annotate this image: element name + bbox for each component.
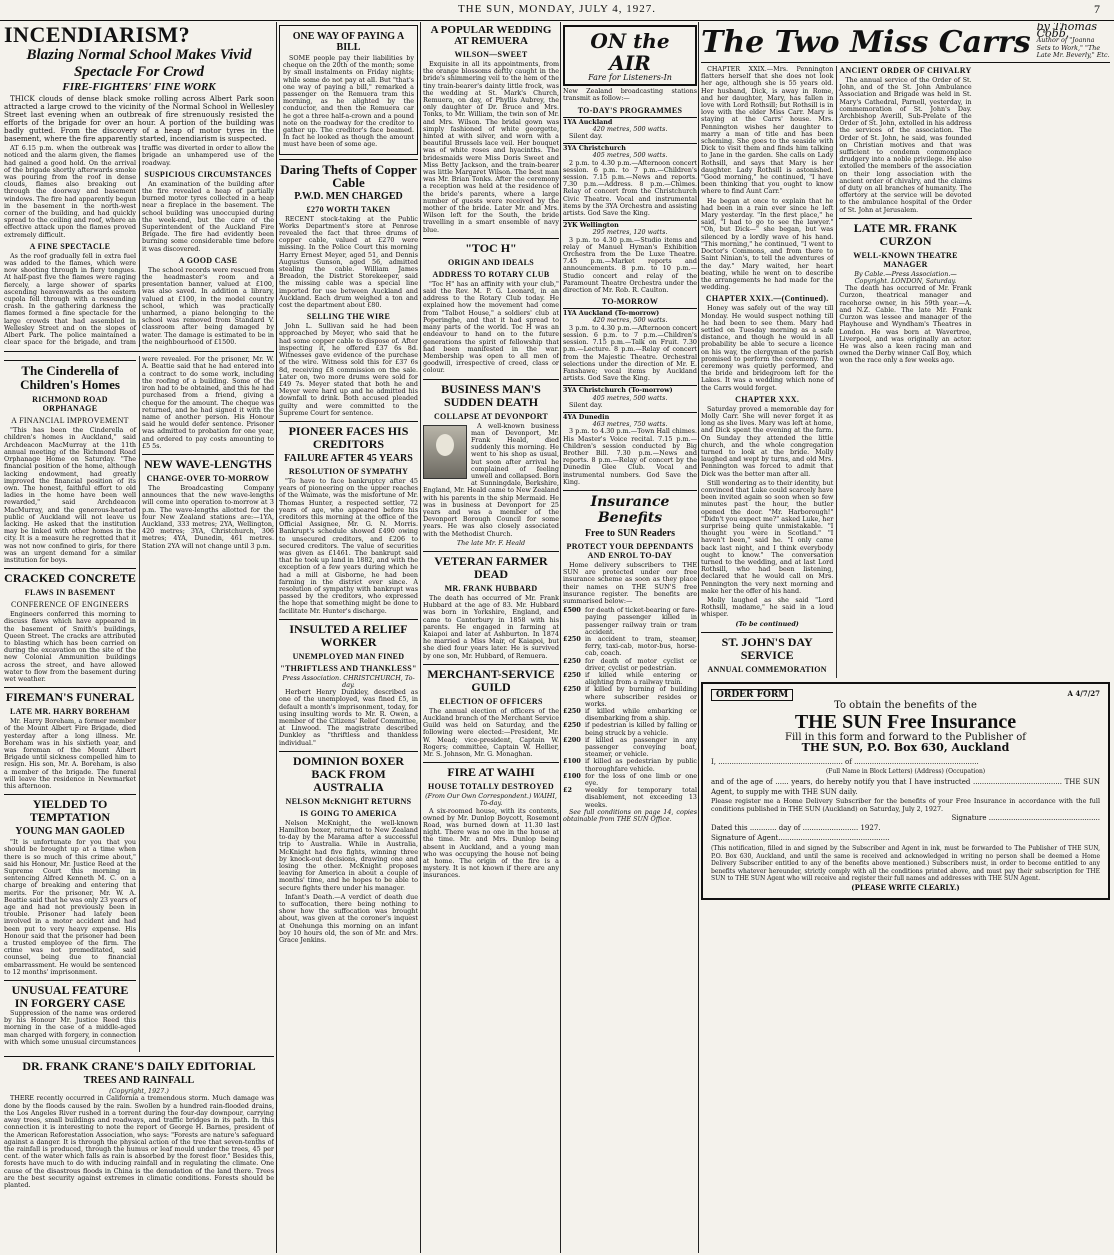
boxer-sub: NELSON McKNIGHT RETURNS (285, 796, 412, 806)
benefit-text: if killed as passenger in any passenger conveying boat, steamer, or vehicle. (585, 735, 697, 759)
benefit-text: in accident to tram, steamer, ferry, taxi-cab, motor-bus, horse-cab, coach. (585, 634, 697, 658)
paragraph: As the roof gradually fell in extra fuel was added to the flames, which were now shooting through in fiery tongues. At half-past five the flames were raging fiercely, a large shower of sparks ascending heavenwards as the eastern cupola fell through with a resounding crash. In the gathering darkness the flames formed a fine spectacle for the large crowds that had assembled in Wellesley Street and on the slopes of Albert Park. The police maintained a clear space for the brigade, and tram traffic was diverted in order to allow the brigade an unhampered use of the roadway. (4, 144, 274, 347)
subhead: A GOOD CASE (178, 255, 238, 265)
masthead-title: THE SUN, MONDAY, JULY 4, 1927. (457, 3, 657, 15)
copper-article (279, 159, 418, 417)
chapter-heading: CHAPTER XXIX.—(Continued). (705, 294, 829, 304)
yielded-headline: YIELDED TO TEMPTATION (4, 794, 136, 824)
order-form-label: ORDER FORM (711, 689, 793, 701)
column-rule (698, 22, 699, 1253)
insurance-intro: Home delivery subscribers to THE SUN are protected under our free insurance scheme as soon as they place their names on THE SUN'S free insurance register. The benefits are summarised below:— (563, 560, 697, 605)
crane-copyright: (Copyright, 1927.) (109, 1087, 169, 1096)
benefit-amount: £250 (563, 656, 581, 665)
one-way-headline: ONE WAY OF PAYING A BILL (292, 31, 405, 53)
station-spec: 420 metres, 500 watts. (592, 124, 668, 133)
wavelengths-body: The Broadcasting Company announces that the new wave-lengths will come into operation to-morrow at 3 p.m. The wave-lengths allotted for the four New Zealand stations are:—1YA, Auckland, 333 metres; 2YA, Wellington, 420 metres; 3YA, Christchurch, 306 metres; 4YA, Dunedin, 461 metres. Station 2YA will not change until 3 p.m. (142, 483, 274, 550)
column-rule (420, 22, 421, 1253)
novel-paragraph: Honey was safely out of the way till Monday. He would suspect nothing till he had been to see them. Mary had settled on Tuesday morning as a safe distance, and though he would in all probability be able to secure a licence on his way, the clergyman of the parish promised to perform the ceremony. The ceremony was quietly performed, and the bride and bridegroom left for the Lakes. It was a wedding which none of the Carrs would forget. (701, 304, 834, 392)
name-address-field[interactable]: I, ........................................................ of ........................................................ (711, 758, 979, 767)
incendiarism-body (4, 145, 274, 347)
curzon-dateline: By Cable.—Press Association.—Copyright. LONDON, Saturday. (854, 269, 957, 286)
farmer-body: The death has occurred of Mr. Frank Hubbard at the age of 83. Mr. Hubbard was born in Yorkshire, England, and came to Canterbury in 1858 with his parents. He engaged in farming at Kaiapoi and later at Ashburton. In 1874 he married a Miss Mair, of Kaiapoi, but she died four years later. He is survived by one son, Mr. Hubbard, of Remuera. (423, 593, 559, 660)
concrete-body: Engineers conferred this morning to discuss flaws which have appeared in the basement of Smith's buildings, Queen Street. The cracks are attributed to blasting which has been carried on during the excavation on the site of the new Colonial Ammunition buildings across the street, and have allowed water to flow from the basement during wet weather. (4, 610, 136, 683)
yielded-body: "It is unfortunate for you that you should be brought up at a time when there is so much of this crime about," said his Honour, Mr. Justice Reed at the Supreme Court this morning in sentencing Alfred Kenneth M. C. on a charge of breaking and entering that merits. For the prisoner, Mr. W. A. Beattie said that he was only 23 years of age and had not previously been in trouble. Prisoner had lately been involved in a motor accident and had been put to very heavy expense. His Honour said that the prisoner had been a trusted employee of the firm. The crime was not premeditated, said counsel, being due to financial embarrassment. He would be sentenced to 12 months' imprisonment. (4, 838, 136, 976)
column-3 (423, 23, 559, 1251)
on-the-air-box (563, 25, 697, 86)
subhead: A FINE SPECTACLE (29, 241, 111, 251)
order-form-footer: (This notification, filled in and signed by the Subscriber and Agent in ink, must be forwarded to The Publisher of THE SUN, P.O. Box 630, Auckland, and until the same is received and acknowledged in writing no person shall be deemed a Home Delivery Subscriber entitled to any of the benefits above mentioned.) Subscribers must, in order to become entitled to any benefits whatever hereunder, strictly comply with all the conditions printed above, and must pay their subscription for THE SUN to THE SUN Agent who will receive and register their full names and addresses with THE SUN Agent. (711, 845, 1100, 883)
column-1 (4, 23, 274, 1251)
station-entry (563, 117, 697, 141)
station-name: 1YA Auckland (To-morrow) (563, 308, 697, 317)
waihi-body: A six-roomed house, with its contents, owned by Mr. Dunlop Boycott, Rosemont Road, was burned down at 11.30 last night. There was no one in the house at the time. Mr. and Mrs. Dunlop being absent in Auckland, and a young man who was occupying the house not being at home. The origin of the fire is a mystery. It is not known if there are any insurances. (423, 806, 559, 880)
wedding-article (423, 25, 559, 234)
station-name: 4YA Dunedin (563, 412, 697, 421)
column-4 (563, 23, 697, 1251)
on-air-today: TO-DAY'S PROGRAMMES (577, 105, 683, 115)
novel-text (701, 66, 1110, 678)
photo-caption: The late Mr. F. Heald (456, 538, 526, 547)
pioneer-sub2: RESOLUTION OF SYMPATHY (288, 466, 409, 476)
waihi-article (423, 762, 559, 879)
incendiarism-kicker: FIRE-FIGHTERS' FINE WORK (62, 81, 216, 93)
incendiarism-article (4, 23, 274, 347)
insurance-article (563, 490, 697, 823)
funeral-article (4, 687, 136, 790)
benefit-amount: £2 (563, 786, 572, 795)
toc-h-headline: "TOC H" (423, 238, 559, 255)
merchant-article (423, 664, 559, 758)
station-entry (563, 412, 697, 486)
insurance-benefit (563, 686, 697, 708)
novel-banner (701, 23, 1110, 63)
business-man-article (423, 379, 559, 547)
insurance-sub: Free to SUN Readers (584, 527, 676, 539)
benefit-amount: £100 (563, 771, 581, 780)
one-way-article (279, 25, 418, 155)
station-entry (563, 220, 697, 294)
benefit-amount: £250 (563, 721, 581, 730)
toc-h-body: "Toc H" has an affinity with your club," said the Rev. M. P. G. Leonard, in an address to the Rotary Club today. He explained how the movement had come from "Talbot House," a soldiers' club at Poperinghe, and that it had spread to many parts of the world. Toc H was an endeavour to hand on to the future generations the spirit of fellowship that had been manifested in the war. Membership was open to all men of goodwill, irrespective of creed, class or colour. (423, 279, 559, 375)
cinderella-article (4, 360, 136, 564)
funeral-sub: LATE MR. HARRY BOREHAM (9, 707, 131, 717)
column-5 (701, 23, 1110, 1251)
wavelengths-headline: NEW WAVE-LENGTHS (142, 454, 274, 471)
insurance-benefit (563, 722, 697, 736)
merchant-body: The annual election of officers of the Auckland branch of the Merchant Service Guild was held on Saturday, and the following were elected:—President, Mr. W. Mead; vice-president, Captain W. Rogers; committee, Captain W. Hellier, Mr. S. Johnson, Mr. G. Monaghan. (423, 706, 559, 759)
crane-headline: DR. FRANK CRANE'S DAILY EDITORIAL (4, 1056, 274, 1073)
benefit-amount: £250 (563, 685, 581, 694)
st-john-sub2: ANCIENT ORDER OF CHIVALRY (839, 66, 972, 76)
merchant-sub: ELECTION OF OFFICERS (439, 696, 543, 706)
copper-sub: P.W.D. MEN CHARGED (294, 190, 403, 202)
business-man-headline: BUSINESS MAN'S SUDDEN DEATH (423, 379, 559, 409)
forgery-headline: UNUSUAL FEATURE IN FORGERY CASE (4, 980, 136, 1010)
benefit-text: if killed while entering or alighting from a railway train. (585, 671, 697, 687)
benefit-amount: £250 (563, 707, 581, 716)
insurance-benefit (563, 787, 697, 809)
insurance-benefit (563, 708, 697, 722)
incendiarism-lead: THICK clouds of dense black smoke rolling across Albert Park soon attracted a large crowd to the vicinity of the Normal School in Wellesley Street last evening when an outbreak of fire strenuously resisted the efforts of the brigade for over an hour. A portion of the building was badly gutted. From the discovery of a heap of motor tyres in the basement, where the fire apparently started, incendiarism is suspected. (4, 94, 274, 144)
novel-paragraph: Molly laughed as she said "Lord Rothsill, madame," he said in a loud whisper. (701, 596, 834, 619)
farmer-sub: MR. FRANK HUBBARD (444, 583, 538, 593)
st-john-headline: ST. JOHN'S DAY SERVICE (701, 632, 833, 662)
cinderella-sub: RICHMOND ROAD ORPHANAGE (32, 395, 108, 414)
benefit-amount: £250 (563, 634, 581, 643)
station-programme: Silent day. (569, 400, 603, 409)
insulted-sub: UNEMPLOYED MAN FINED (292, 651, 405, 661)
yielded-sub: YOUNG MAN GAOLED (15, 826, 125, 838)
crane-body: THERE recently occurred in California a tremendous storm. Much damage was done by the floods caused by the rain. Swollen by a hundred rain-flooded drains, the Los Angeles River rushed in a torrent during the four-day downpour, carrying away trees, small buildings and roadways, and traffic bridges in its path. In this connection it is interesting to note the report of George H. Barnes, president of the American Reforestation Association, who says: "Forests are nature's safeguard against a danger. It is through the physical action of the tree that seven-tenths of the rainfall is produced, through the humus or leaf mould under the trees, 45 per cent. of the water which falls as rain is absorbed by the forest floor." Besides this, forests have much to do with inducing rainfall and in regulating the climate. One cause of the disastrous floods in China is the denudation of the land there. Trees are the best security against extremes in climatic conditions. Forests should be planted. (4, 1094, 274, 1189)
copper-body-2: John L. Sullivan said he had been approached by Meyer, who said that he had some copper cable to dispose of. After inspecting it, he offered £37 6s 8d. Witnesses gave evidence of the purchase of the wire. Witness sold this for £37 6s 8d, receiving £8 commission on the sale. Later on, two more drums were sold for £49 7s. Meyer stated that both he and Meyer were hard up and he admitted his downfall to drink. Both accused pleaded guilty and were committed to the Supreme Court for sentence. (279, 322, 418, 417)
insurance-benefit (563, 658, 697, 672)
infant-death: Infant's Death.—A verdict of death due to suffocation, there being nothing to show how the suffocation was brought about, was given at the coroner's inquest at Onehunga this morning on an infant boy 10 hours old, the son of Mr. and Mrs. Grace Jenkins. (279, 892, 418, 945)
station-programme: 3 p.m. to 4.30 p.m.—Studio items and relay of Manuel Hyman's Exhibition Orchestra from the De Luxe Theatre. 7.45 p.m.—Market reports and announcements. 8 p.m. to 10 p.m.—Studio concert and relay of the Paramount Theatre Orchestra under the direction of Mr. Rob. R. Caulton. (563, 235, 697, 295)
farmer-article (423, 551, 559, 660)
st-john-sub: ANNUAL COMMEMORATION (707, 664, 827, 674)
benefit-text: if killed while embarking or disembarking from a ship. (585, 707, 697, 723)
agent-field[interactable]: and of the age of ...... years, do hereby notify you that I have instructed ........................................ THE SUN Agent, to supply me with THE SUN daily. (711, 778, 1100, 797)
on-air-intro: New Zealand broadcasting stations transmit as follow:— (563, 87, 697, 103)
benefit-text: if killed as pedestrian by public thoroughfare vehicle. (585, 757, 697, 773)
pioneer-sub: FAILURE AFTER 45 YEARS (284, 452, 413, 464)
novel-author: by Thomas Cobb. (1036, 23, 1098, 41)
benefit-amount: £200 (563, 735, 581, 744)
copper-sub2: £270 WORTH TAKEN (306, 204, 391, 214)
wavelengths-article (142, 454, 274, 550)
insurance-sub2: PROTECT YOUR DEPENDANTS AND ENROL TO-DAY (566, 541, 694, 560)
copper-headline: Daring Thefts of Copper Cable (279, 159, 418, 189)
benefit-text: for the loss of one limb or one eye. (585, 771, 697, 788)
boxer-headline: DOMINION BOXER BACK FROM AUSTRALIA (279, 751, 418, 794)
concrete-sub2: CONFERENCE OF ENGINEERS (10, 600, 130, 610)
column-1-lower (4, 356, 274, 1052)
dated-field[interactable]: Dated this ............ day of ......................... 1927. (711, 824, 881, 833)
insulted-dateline: Press Association. CHRISTCHURCH, To-day. (282, 673, 415, 689)
on-air-subtitle: Fare for Listeners-In (588, 73, 672, 82)
st-john-body: The annual service of the Order of St. John, and of the St. John Ambulance Association and Brigade was held in St. Mary's Cathedral, Parnell, yesterday, in commemoration of St. John's Day. Archbishop Averill, Sub-Prelate of the Order of St. John, extolled in his address the services of the association. The Order of St. John, he said, was founded on Christian motives and that was sufficient to condemn commonplace drudgery into a noble privilege. He also extolled the members of the association on their long association with the ancient order of chivalry, and the claims of duty on all branches of humanity. The offertory at the service will be devoted to the ambulance hospital of the Order of St. John at Jerusalem. (839, 76, 972, 214)
waihi-headline: FIRE AT WAIHI (423, 762, 559, 779)
wedding-headline: A POPULAR WEDDING AT REMUERA (430, 24, 552, 47)
order-form-address: THE SUN, P.O. Box 630, Auckland (801, 741, 1010, 755)
waihi-sub: HOUSE TOTALLY DESTROYED (428, 782, 554, 792)
curzon-headline: LATE MR. FRANK CURZON (839, 218, 971, 248)
cinderella-sub2: A FINANCIAL IMPROVEMENT (11, 416, 129, 426)
funeral-body: Mr. Harry Boreham, a former member of the Mount Albert Fire Brigade, died yesterday after a long illness. Mr. Boreham was in his sixtieth year, and was foreman of the Mount Albert Brigade until sickness compelled him to resign. His son, Mr. A. Boreham, is also a member of the brigade. The funeral will leave the residence in Newmarket this afternoon. (4, 717, 136, 790)
novel-author-note: Author of "Joanna Sets to Work," "The Late Mr. Beverly," Etc. (1036, 36, 1110, 59)
wedding-body: Exquisite in all its appointments, from the orange blossoms deftly caught in the bride's shimmering veil to the hem of the tiny train-bearer's dainty little frock, was the wedding at St. Mark's Church, Remuera, on day, of Phyllis Aubrey, the only daughter of Dr. Bruce and Mrs. Tonks, to Mr. William, the twin son of Mr. and Mrs. Wilson. The bridal gown was simply fashioned of white georgette, hinted at with silver, and worn with a beautiful Brussels lace veil. Her bouquet was of white roses and hyacinths. The bridesmaids were Miss Doris Sweet and Miss Betty Jackson, and the train-bearer was little Margaret Wilson. The best man was Mr. Brian Tonks. After the ceremony a reception was held at the residence of the bride's parents, where a large number of guests were received by the mother of the bride. Later Mr. and Mrs. Wilson left for the South, the bride travelling in a smart ensemble of navy blue. (423, 60, 559, 234)
paragraph: An examination of the building after the fire revealed a heap of partially burned motor tyres collected in a heap near a fireplace in the basement. The school building was unoccupied during the week-end, but the care of the Superintendent of the Auckland Fire Brigade. The fire had evidently been burning some considerable time before it was discovered. (142, 179, 274, 253)
insurance-benefit (563, 607, 697, 636)
station-spec: 420 metres, 500 watts. (592, 316, 668, 325)
column-rule (276, 22, 277, 1253)
station-entry (563, 308, 697, 382)
benefit-text: weekly for temporary total disablement, not exceeding 13 weeks. (585, 786, 697, 809)
insurance-benefit (563, 672, 697, 686)
toc-h-sub: ORIGIN AND IDEALS (447, 257, 534, 267)
benefit-text: for death of motor cyclist or driver, cyclist or pedestrian. (585, 656, 697, 672)
cinderella-body: "This has been the Cinderella of children's homes in Auckland," said Archdeacon MacMurray at the 11th annual meeting of the Richmond Road Orphanage Home on Saturday. "The financial position of the home, although lacking endowment, had greatly improved the financial position of its own. The honest, faithful effort to old ladies in the home have been well rewarded," said Archdeacon MacMurray, and the generous-hearted public of Auckland will not leave us lacking. He asked that the institution may be linked with other homes in the city. It is a measure he regretted that it was not now confined to girls, for there was an urgent demand for a similar institution for boys. (4, 426, 136, 564)
wedding-sub: WILSON—SWEET (454, 50, 528, 59)
pioneer-headline: PIONEER FACES HIS CREDITORS (279, 421, 418, 451)
divider (4, 351, 274, 352)
toc-h-sub2: ADDRESS TO ROTARY CLUB (432, 269, 550, 279)
boxer-article (279, 751, 418, 944)
novel-paragraph: CHAPTER XXIX.—Mrs. Pennington flatters herself that she does not look her age, although she is 55 years old. Her husband, Dick, is away in Rome, and her daughter, Mary, has fallen in love with Lord Rothsill; but Rothsill is in love with the elder Miss Carr. Mary is staying at the Carrs' house. Mrs. Pennington wishes her daughter to marry a man of title and has been scheming. She goes to the seaside with Dick to visit them and finds him talking to Jane in the garden. She calls on Lady Rothsill, and says that Mary is her daughter. Lady Rothsill is astonished. "Good morning," he continued, "I have been thinking that you ought to know where to find Aunt Carr." (701, 65, 834, 196)
paragraph: The school records were rescued from the headmaster's room and a presentation banner, valued at £100, was also saved. In addition a library, valued at £100, in the model country school, which was practically unharmed, a piano belonging to the school was removed from Standard V. classroom after being damaged by water. The damage is estimated to be in the neighbourhood of £1500. (142, 265, 274, 346)
forgery-body: Suppression of the name was ordered by his Honour Mr. Justice Reed this morning in the case of a middle-aged man charged with forgery, in connection with which some unusual circumstances were revealed. For the prisoner, Mr. W. A. Beattie said that he had entered into a contract to do some work, including the roofing of a building. Some of the iron had to be obtained, and this he had purchased from a friend, giving a cheque for the amount. The cheque was returned, and he had signed it with the name of another person. His Honour said he would defer sentence. Prisoner was admitted to probation for one year, and ordered to pay costs amounting to £5 5s. (4, 355, 274, 1046)
curzon-sub: WELL-KNOWN THEATRE MANAGER (853, 250, 958, 269)
station-programme: Silent day. (569, 132, 603, 141)
register-text: Please register me a Home Delivery Subscriber for the benefits of your Free Insurance in accordance with the full conditions published in THE SUN (Auckland) on Saturday, July 2, 1927. (711, 797, 1100, 814)
concrete-article (4, 568, 136, 683)
insurance-benefit (563, 636, 697, 658)
concrete-sub: FLAWS IN BASEMENT (24, 588, 116, 598)
station-spec: 463 metres, 750 watts. (592, 420, 668, 429)
benefit-text: for death of ticket-bearing or fare-paying passenger killed in passenger railway train or tram accident. (585, 606, 697, 636)
wavelengths-sub: CHANGE-OVER TO-MORROW (146, 473, 270, 483)
novel-title: The Two Miss Carrs (701, 25, 1031, 61)
order-form-lead: To obtain the benefits of the (834, 700, 977, 712)
business-man-sub: COLLAPSE AT DEVONPORT (433, 411, 549, 421)
waihi-dateline: (From Our Own Correspondent.) WAIHI, To-day. (425, 792, 557, 808)
portrait-photo (423, 425, 467, 479)
curzon-article (839, 218, 971, 365)
on-air-title: ON the AIR (590, 29, 670, 75)
crane-editorial (4, 1056, 274, 1189)
signature-field[interactable]: Signature .................................................. (951, 814, 1100, 823)
station-spec: 295 metres, 120 watts. (592, 228, 668, 237)
farmer-headline: VETERAN FARMER DEAD (423, 551, 559, 581)
insurance-benefit (563, 737, 697, 759)
insurance-benefit-list (563, 607, 697, 809)
benefit-amount: £500 (563, 606, 581, 615)
page-number: 7 (1094, 2, 1100, 16)
novel-paragraph: He began at once to explain that he had been in a rain ever since he left Mary yesterday. "In the first place," he said, "I had to go to see the lawyer." "Oh, but Dick—" she began, but was silenced by a lordly wave of his hand. "This morning," he continued, "I went to Doctor's Commons, and from there to Saint Ninian's, to tell the adventures of the day." Mary waited, her heart beating, while he went on to describe the arrangements he had made for the wedding. (701, 196, 834, 292)
field-hint: (Full Name in Block Letters) (Address) (Occupation) (825, 768, 986, 776)
concrete-headline: CRACKED CONCRETE (4, 568, 136, 585)
subhead: SUSPICIOUS CIRCUMSTANCES (144, 169, 272, 179)
copper-body: RECENT stock-taking at the Public Works Department's store at Penrose revealed the fact that three drums of copper cable, valued at £270 were missing. In the Police Court this morning Harry Ernest Meyer, aged 51, and Dennis Augustus Gunson, aged 56, admitted stealing the cable. William James Breadon, the District Storekeeper, said the missing cable was a special line imported for use between Auckland and Auckland. Each drum weighed a ton and cost the department about £80. (279, 214, 418, 310)
cinderella-headline: The Cinderella of Children's Homes (4, 360, 136, 392)
benefit-text: if killed by burning of building where subscriber resides or works. (585, 685, 697, 708)
order-form-title: THE SUN Free Insurance (794, 711, 1017, 734)
one-way-body: SOME people pay their liabilities by cheque on the 20th of the month; some by small instalments on Friday nights; while some do not pay at all. But "that's one way of paying a bill," remarked a passenger on the Remuera tram this morning, as he alighted by the conductor, and then the Remuera car he got a three half-a-crown and a pound note on the roadway for the creditor to gather up. The creditor's face beamed. In fact he looked as though the amount must have been of some age. (283, 54, 414, 149)
insurance-benefit (563, 773, 697, 787)
station-programme: 2 p.m. to 4.30 p.m.—Afternoon concert session. 6 p.m. to 7 p.m.—Children's session. 7.15 p.m.—News and reports. 7.30 p.m.—Address. 8 p.m.—Chimes. Relay of concert from the Christchurch Civic Theatre. Vocal and instrumental items by the 3YA Orchestra and assisting artists. God Save the King. (563, 158, 697, 218)
benefit-amount: £250 (563, 671, 581, 679)
novel-paragraph: Still wondering as to their identity, but convinced that Luke could scarcely have been invited again so soon when so few minutes past the hour, the butler opened the door. "Mr. Harborough!" "Didn't you expect me?" asked Luke, her surprise being quite unmistakable. "I thought you were in Scotland." "I haven't been," said he. "I only came back last night, and I think everybody ought to know." The conversation turned to the wedding, and at last Lord Rothsill, who had been listening, declared that he would call on Mrs. Pennington the very next morning and make her the offer of his hand. (701, 478, 834, 595)
chapter-heading: CHAPTER XXX. (735, 394, 800, 404)
incendiarism-headline: INCENDIARISM? (4, 23, 191, 47)
station-listings (563, 117, 697, 486)
station-entry (563, 385, 697, 409)
subhead: SELLING THE WIRE (306, 312, 391, 322)
paragraph: AT 6.15 p.m. when the outbreak was noticed and the alarm given, the flames had gained a good hold. On the arrival of the brigade shortly afterwards smoke was pouring from the roof in dense clouds, flames also breaking out through the doorway and basement windows. The fire had apparently begun in the basement in the north-west corner of the building, and had quickly spread to the ceiling and roof, where an effective attack upon the flames proved extremely difficult. (4, 144, 136, 239)
station-spec: 405 metres, 500 watts. (592, 151, 668, 160)
station-name: 3YA Christchurch (To-morrow) (563, 385, 697, 394)
incendiarism-subhead: Blazing Normal School Makes Vivid Spectacle For Crowd (26, 47, 252, 80)
merchant-headline: MERCHANT-SERVICE GUILD (423, 664, 559, 694)
station-name: 3YA Christchurch (563, 143, 697, 152)
benefit-text: if pedestrian is killed by falling or being struck by a vehicle. (585, 721, 697, 737)
boxer-body: Nelson McKnight, the well-known Hamilton boxer, returned to New Zealand to-day by the Marama after a successful trip to Australia. While in Australia, McKnight had five fights, winning three by knock-out decisions, drawing one and losing the other. McKnight proposes leaving for America in about a couple of months' time, and he hopes to be able to secure fights there under his manager. (279, 818, 418, 892)
yielded-article (4, 794, 136, 976)
to-be-continued: (To be continued) (735, 619, 799, 628)
toc-h-article (423, 238, 559, 375)
station-entry (563, 143, 697, 217)
boxer-sub2: IS GOING TO AMERICA (300, 808, 397, 818)
station-programme: 3 p.m. to 4.30 p.m.—Town Hall chimes. His Master's Voice recital. 7.15 p.m.—Children's session conducted by Big Brother Bill. 7.30 p.m.—News and reports. 8 p.m.—Relay of concert by the Dunedin Glee Club. Vocal and instrumental numbers. God Save the King. (563, 427, 697, 486)
insulted-sub2: "THRIFTLESS AND THANKLESS" (280, 663, 417, 673)
insulted-body: Herbert Henry Dunkley, described as one of the unemployed, was fined £5, in default a month's imprisonment, today, for using insulting words to Mr. R. Owen, a member of the Citizens' Relief Committee, at Linwood. The magistrate described Dunkley as "thriftless and thankless individual." (279, 688, 418, 747)
order-form[interactable] (701, 682, 1110, 900)
column-2 (279, 23, 418, 1251)
write-clearly: (PLEASE WRITE CLEARLY.) (851, 882, 960, 892)
masthead (0, 0, 1114, 21)
pioneer-article (279, 421, 418, 615)
insurance-benefit (563, 758, 697, 772)
pioneer-body: "To have to face bankruptcy after 45 years of pioneering on the upper reaches of the Waimate, was the misfortune of Mr. Thomas Hunter, a respected settler, 72 years of age, who appeared before his creditors this morning at the office of the Official Assignee, Mr. G. N. Morris. Bankrupt's schedule showed £490 owing to unsecured creditors, and £206 to secured creditors. The value of securities was given as £1461. The bankrupt said that he took up land in 1882, and with the exception of a few years during which he had a mill at Gisborne, he had been farming in the district ever since. A resolution of sympathy with bankrupt was passed by the creditors, who expressed the hope that something might be done to facilitate Mr. Hunter's discharge. (279, 476, 418, 615)
novel-paragraph: Saturday proved a memorable day for Molly Carr. She will never forget it as long as she lives. Mary was left at home, and Dick spent the evening at the farm. On Sunday they attended the little church, and the whole congregation turned to look at the bride. Molly laughed and wept by turns, and old Mrs. Pennington was forced to admit that Dick was the better man after all. (701, 404, 834, 478)
column-rule (560, 22, 561, 1253)
station-spec: 405 metres, 500 watts. (592, 393, 668, 402)
on-air-tomorrow: TO-MORROW (601, 297, 659, 307)
insurance-footer: See full conditions on page 14, copies obtainable from THE SUN Office. (563, 807, 697, 824)
funeral-headline: FIREMAN'S FUNERAL (4, 687, 136, 704)
insulted-headline: INSULTED A RELIEF WORKER (279, 619, 418, 649)
insurance-headline: Insurance Benefits (563, 490, 697, 526)
station-name: 1YA Auckland (563, 117, 697, 126)
order-form-date: A 4/7/27 (1067, 689, 1100, 699)
station-name: 2YK Wellington (563, 220, 697, 229)
agent-signature-field[interactable]: Signature of Agent.................................................. (711, 834, 890, 843)
insulted-article (279, 619, 418, 747)
order-form-fill: Fill in this form and forward to the Publisher of (785, 732, 1026, 744)
crane-sub: TREES AND RAINFALL (83, 1075, 195, 1087)
curzon-body: The death has occurred of Mr. Frank Curzon, theatrical manager and racehorse owner, in his 59th year.—A. and N.Z. Cable. The late Mr. Frank Curzon was lessee and manager of the Playhouse and Wyndham's Theatres in London. He was born at Wavertree, Liverpool, and was originally an actor. He was also a keen racing man and owned the Derby winner Call Boy, which won the race only a few weeks ago. (839, 284, 972, 365)
business-man-body: A well-known business man of Devonport, Mr. Frank Heald, died suddenly this morning. He went to his shop as usual, but soon after arrival he complained of feeling unwell and collapsed. Born at Sunningdale, Berkshire, England, Mr. Heald came to New Zealand with his parents in the ship Mermaid. He was in business at Devonport for 25 years and was a member of the Devonport Borough Council for some years. He was also closely associated with the Methodist Church. (423, 421, 559, 538)
station-programme: 3 p.m. to 4.30 p.m.—Afternoon concert session. 6 p.m. to 7 p.m.—Children's session. 7.15 p.m.—Talk on Fruit. 7.30 p.m.—Lecture. 8 p.m.—Relay of concert from the Majestic Theatre. Orchestral selections under the direction of Mr. E. Fanshawe; vocal items by Auckland artists. God Save the King. (563, 323, 697, 383)
benefit-amount: £100 (563, 757, 581, 766)
